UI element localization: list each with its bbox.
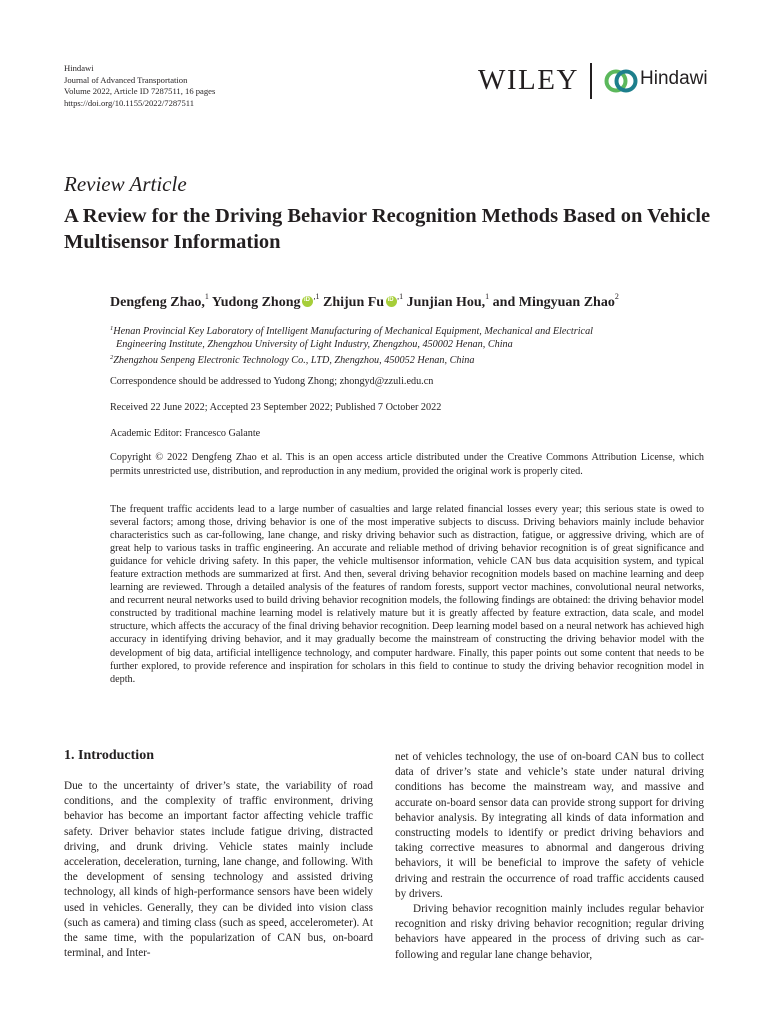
body-paragraph: Driving behavior recognition mainly includes regular behavior recognition and risky driving behavior recognition; regular driving behaviors have appeared in the process of driving such as car-following and regular lane change behavior, (395, 903, 704, 961)
affiliation-text: Zhengzhou Senpeng Electronic Technology Co., LTD, Zhengzhou, 450052 Henan, China (113, 355, 475, 366)
author-name: Yudong Zhong (211, 295, 301, 310)
section-heading: 1. Introduction (64, 748, 154, 763)
affiliations (110, 322, 593, 367)
author-affiliation-mark: 1 (485, 292, 490, 301)
orcid-icon[interactable] (302, 296, 313, 307)
copyright-notice: Copyright © 2022 Dengfeng Zhao et al. This is an open access article distributed under the Creative Commons Attribution License, which permits unrestricted use, distribution, and reproduction in any medium, provided the original work is properly cited. (110, 452, 704, 477)
hindawi-logo-icon (604, 67, 638, 95)
body-column-left (64, 779, 373, 961)
author-affiliation-mark: ,1 (397, 292, 404, 301)
publication-dates: Received 22 June 2022; Accepted 23 September 2022; Published 7 October 2022 (110, 402, 442, 413)
affiliation-text-cont: Engineering Institute, Zhengzhou University of Light Industry, Zhengzhou, 450002 Henan, China (116, 339, 513, 350)
author-name: Zhijun Fu (322, 295, 385, 310)
journal-name: Journal of Advanced Transportation (64, 74, 188, 85)
logo-divider (590, 63, 592, 99)
author-name: Junjian Hou, (406, 295, 486, 310)
author-name: Dengfeng Zhao, (110, 295, 205, 310)
hindawi-wordmark: Hindawi (640, 68, 708, 89)
doi-link[interactable]: https://doi.org/10.1155/2022/7287511 (64, 97, 195, 108)
affiliation-text: Henan Provincial Key Laboratory of Intelligent Manufacturing of Mechanical Equipment, Mechanical and Electrical (113, 326, 593, 337)
affiliation-number: 1 (110, 325, 114, 332)
volume-info: Volume 2022, Article ID 7287511, 16 pages (64, 86, 216, 97)
orcid-icon[interactable] (386, 296, 397, 307)
body-paragraph: net of vehicles technology, the use of on-board CAN bus to collect data of driver’s state and vehicle’s state under natural driving conditions has become the mainstream way, and massive and accurate on-board sensor data can provide strong support for driving behavior analysis. By integrating all kinds of data information and constructing models to identify or predict driving behaviors and taking corrective measures to abnormal and dangerous driving behaviors, it will be beneficial to improve the safety of vehicle driving and restrain the occurrence of road traffic accidents caused by drivers. (395, 751, 704, 900)
journal-meta (64, 63, 215, 109)
author-affiliation-mark: ,1 (313, 292, 320, 301)
author-list (110, 292, 619, 311)
publisher-logos (478, 62, 710, 102)
affiliation-number: 2 (110, 354, 114, 361)
wiley-logo: WILEY (478, 64, 579, 96)
publisher-name: Hindawi (64, 63, 94, 73)
body-paragraph: Due to the uncertainty of driver’s state, the variability of road conditions, and the complexity of traffic environment, driving behavior has become an important factor affecting vehicle traffic safety. Driver behavior states include fatigue driving, distracted driving, and drunk driving. Vehicle states mainly include acceleration, deceleration, turning, lane change, and following. With the development of sensing technology and assisted driving technology, all kinds of high-performance sensors have been widely used in vehicles. Generally, they can be divided into vision class (such as camera) and timing class (such as speed, accelerometer). At the same time, with the popularization of CAN bus, on-board terminal, and Inter- (64, 780, 373, 960)
author-name: and Mingyuan Zhao (492, 295, 615, 310)
academic-editor: Academic Editor: Francesco Galante (110, 428, 261, 439)
article-title: A Review for the Driving Behavior Recognition Methods Based on Vehicle Multisensor Information (64, 205, 711, 253)
author-affiliation-mark: 1 (204, 292, 209, 301)
author-affiliation-mark: 2 (614, 292, 619, 301)
article-type: Review Article (64, 172, 187, 196)
abstract: The frequent traffic accidents lead to a large number of casualties and large related financial losses every year; this serious state is owed to several factors; among those, driving behavior is one of the most imperative subjects to discuss. Driving behaviors mainly include behavior characteristics such as car-following, lane change, and risky driving behavior such as distraction, fatigue, or aggressive driving, which are of great help to various tasks in traffic engineering. An accurate and reliable method of driving behavior recognition is of great significance and guidance for vehicle driving safety. In this paper, the vehicle multisensor information, vehicle CAN bus data acquisition system, and typical feature extraction methods are summarized at first. And then, several driving behavior recognition models based on machine learning and deep learning are reviewed. Through a detailed analysis of the features of random forests, support vector machines, convolutional neural networks, and recurrent neural networks used to build driving behavior recognition models, the following findings are obtained: the driving behavior model constructed by traditional machine learning model is relatively mature but it is greatly affected by feature extraction, data scale, and model structure, which affects the accuracy of the final driving behavior recognition. Deep learning model based on a neural network has achieved high accuracy in identifying driving behavior, and it may gradually become the mainstream of constructing the driving behavior model with the development of big data, artificial intelligence technology, and computer hardware. Finally, this paper points out some content that needs to be further explored, to provide reference and inspiration for scholars in this field to continue to study the driving behavior recognition model in depth. (110, 504, 704, 685)
body-column-right (395, 750, 704, 963)
correspondence: Correspondence should be addressed to Yudong Zhong; zhongyd@zzuli.edu.cn (110, 376, 434, 387)
